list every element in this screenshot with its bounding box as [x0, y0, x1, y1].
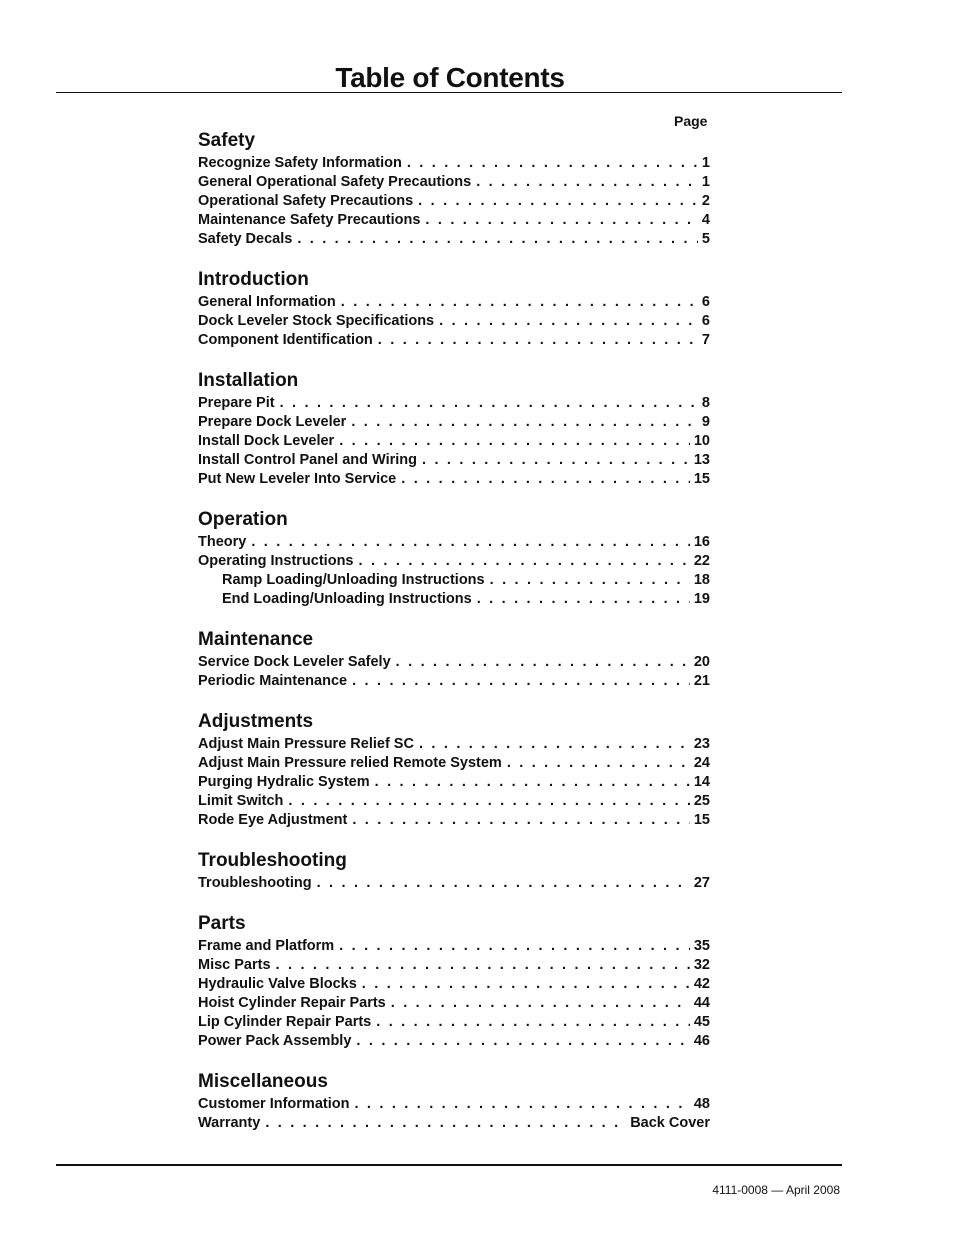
toc-entry-page: 42 [693, 976, 710, 992]
dot-leader [359, 552, 690, 571]
dot-leader [288, 792, 689, 811]
dot-leader [419, 735, 690, 754]
toc-entry[interactable] [198, 173, 710, 192]
toc-entry[interactable] [198, 331, 710, 350]
toc-entry-label: Purging Hydralic System [198, 774, 370, 790]
dot-leader [339, 937, 690, 956]
dot-leader [251, 533, 690, 552]
dot-leader [280, 394, 698, 413]
toc-entry-page: 22 [693, 553, 710, 569]
dot-leader [401, 470, 690, 489]
toc-entry[interactable] [198, 754, 710, 773]
toc-entry-page: 45 [693, 1014, 710, 1030]
dot-leader [351, 413, 698, 432]
footer-rule [56, 1164, 842, 1166]
toc-entry-page: 10 [693, 433, 710, 449]
dot-leader [354, 1095, 689, 1114]
toc-entry[interactable] [198, 653, 710, 672]
toc-entry-label: Warranty [198, 1115, 261, 1131]
toc-entry[interactable] [198, 211, 710, 230]
toc-entry-page: 4 [701, 212, 710, 228]
dot-leader [490, 571, 690, 590]
toc-entry-page: 35 [693, 938, 710, 954]
dot-leader [265, 1114, 626, 1133]
toc-entry-page: Back Cover [630, 1115, 710, 1131]
toc-entry[interactable] [198, 1032, 710, 1051]
toc-entry-label: Misc Parts [198, 957, 271, 973]
dot-leader [391, 994, 690, 1013]
toc-entry[interactable] [198, 811, 710, 830]
section-heading: Maintenance [198, 629, 314, 650]
toc-section [198, 368, 710, 489]
dot-leader [362, 975, 690, 994]
toc-entry-label: Dock Leveler Stock Specifications [198, 313, 435, 329]
toc-entry-page: 6 [701, 313, 710, 329]
toc-section [198, 507, 710, 609]
toc-entry-page: 9 [701, 414, 710, 430]
toc-entry-page: 18 [693, 572, 710, 588]
section-heading: Installation [198, 370, 299, 391]
dot-leader [375, 773, 690, 792]
section-heading: Introduction [198, 269, 309, 290]
toc-entry[interactable] [198, 533, 710, 552]
toc-entry-page: 14 [693, 774, 710, 790]
toc-entry-label: Install Control Panel and Wiring [198, 452, 417, 468]
toc-entry[interactable] [198, 773, 710, 792]
section-heading: Adjustments [198, 711, 314, 732]
toc-entry-page: 32 [693, 957, 710, 973]
dot-leader [378, 331, 698, 350]
toc-entry-label: Periodic Maintenance [198, 673, 348, 689]
toc-entry[interactable] [198, 192, 710, 211]
toc-entry-page: 15 [693, 812, 710, 828]
toc-entry-label: Customer Information [198, 1096, 350, 1112]
toc-section [198, 627, 710, 691]
toc-entry-page: 16 [693, 534, 710, 550]
page-column-label: Page [674, 113, 708, 129]
dot-leader [352, 811, 690, 830]
toc-entry-label: Lip Cylinder Repair Parts [198, 1014, 372, 1030]
toc-entry-label: Operational Safety Precautions [198, 193, 414, 209]
toc-entry-label: Prepare Dock Leveler [198, 414, 347, 430]
toc-entry-page: 19 [693, 591, 710, 607]
toc-entry[interactable] [198, 552, 710, 571]
toc-section [198, 911, 710, 1051]
toc-section [198, 848, 710, 893]
toc-entry-label: Power Pack Assembly [198, 1033, 352, 1049]
dot-leader [339, 432, 690, 451]
toc-entry[interactable] [198, 413, 710, 432]
dot-leader [477, 590, 690, 609]
toc-entry-label: Adjust Main Pressure Relief SC [198, 736, 414, 752]
toc-entry-page: 1 [701, 174, 710, 190]
section-heading: Troubleshooting [198, 850, 347, 871]
toc-entry-page: 48 [693, 1096, 710, 1112]
document-footer: 4111-0008 — April 2008 [712, 1183, 840, 1197]
toc-entry-page: 13 [693, 452, 710, 468]
section-heading: Operation [198, 509, 288, 530]
toc-entry[interactable] [198, 154, 710, 173]
dot-leader [276, 956, 690, 975]
toc-entry[interactable] [198, 1013, 710, 1032]
dot-leader [317, 874, 690, 893]
toc-entry[interactable] [198, 571, 710, 590]
toc-entry-page: 23 [693, 736, 710, 752]
title-rule [56, 92, 842, 93]
toc-entry-label: General Operational Safety Precautions [198, 174, 472, 190]
toc-entry-page: 44 [693, 995, 710, 1011]
toc-section [198, 128, 710, 249]
toc-entry-page: 1 [701, 155, 710, 171]
dot-leader [396, 653, 690, 672]
toc-entry[interactable] [198, 1114, 710, 1133]
toc-section [198, 267, 710, 350]
toc-entry-page: 24 [693, 755, 710, 771]
toc-entry-label: Service Dock Leveler Safely [198, 654, 391, 670]
toc-entry-label: Put New Leveler Into Service [198, 471, 397, 487]
section-heading: Safety [198, 130, 256, 151]
toc-entry-label: Limit Switch [198, 793, 284, 809]
toc-entry-label: Theory [198, 534, 247, 550]
toc-entry-page: 21 [693, 673, 710, 689]
toc-entry[interactable] [198, 937, 710, 956]
toc-entry[interactable] [198, 394, 710, 413]
toc-entry-label: Troubleshooting [198, 875, 312, 891]
toc-entry[interactable] [198, 432, 710, 451]
toc-entry-page: 7 [701, 332, 710, 348]
toc-entry-label: Ramp Loading/Unloading Instructions [222, 572, 485, 588]
dot-leader [418, 192, 698, 211]
dot-leader [352, 672, 690, 691]
dot-leader [407, 154, 698, 173]
toc-section [198, 709, 710, 830]
toc-section [198, 1069, 710, 1133]
toc-entry-label: Frame and Platform [198, 938, 335, 954]
toc-entry-label: Hydraulic Valve Blocks [198, 976, 357, 992]
toc-entry-page: 20 [693, 654, 710, 670]
section-heading: Parts [198, 913, 246, 934]
toc-entry[interactable] [198, 293, 710, 312]
dot-leader [376, 1013, 690, 1032]
toc-entry-label: Component Identification [198, 332, 373, 348]
dot-leader [356, 1032, 689, 1051]
toc-entry-label: End Loading/Unloading Instructions [222, 591, 472, 607]
toc-entry-page: 8 [701, 395, 710, 411]
toc-entry-label: Maintenance Safety Precautions [198, 212, 421, 228]
toc-entry-page: 5 [701, 231, 710, 247]
toc-entry-label: Prepare Pit [198, 395, 275, 411]
toc-entry[interactable] [198, 590, 710, 609]
dot-leader [507, 754, 690, 773]
toc-entry-label: Operating Instructions [198, 553, 354, 569]
toc-entry-label: Safety Decals [198, 231, 293, 247]
toc-entry[interactable] [198, 312, 710, 331]
toc-entry[interactable] [198, 735, 710, 754]
toc-entry[interactable] [198, 230, 710, 249]
toc-entry-page: 15 [693, 471, 710, 487]
toc-entry-page: 46 [693, 1033, 710, 1049]
page-title: Table of Contents [335, 62, 565, 93]
toc-entry-label: Hoist Cylinder Repair Parts [198, 995, 386, 1011]
dot-leader [341, 293, 698, 312]
dot-leader [297, 230, 698, 249]
dot-leader [439, 312, 698, 331]
toc-entry-label: Adjust Main Pressure relied Remote System [198, 755, 502, 771]
dot-leader [476, 173, 698, 192]
toc-entry-page: 27 [693, 875, 710, 891]
toc-entry-label: Recognize Safety Information [198, 155, 402, 171]
toc-entry-label: Rode Eye Adjustment [198, 812, 348, 828]
toc-entry[interactable] [198, 994, 710, 1013]
dot-leader [425, 211, 698, 230]
toc-entry[interactable] [198, 956, 710, 975]
toc-entry[interactable] [198, 470, 710, 489]
toc-entry-label: Install Dock Leveler [198, 433, 335, 449]
toc-entry-page: 25 [693, 793, 710, 809]
toc-entry[interactable] [198, 874, 710, 893]
toc-entry-page: 2 [701, 193, 710, 209]
toc-entry-page: 6 [701, 294, 710, 310]
toc-entry[interactable] [198, 975, 710, 994]
toc-entry[interactable] [198, 672, 710, 691]
section-heading: Miscellaneous [198, 1071, 328, 1092]
toc-entry[interactable] [198, 1095, 710, 1114]
toc-entry[interactable] [198, 792, 710, 811]
table-of-contents [198, 128, 710, 1151]
dot-leader [422, 451, 690, 470]
toc-entry[interactable] [198, 451, 710, 470]
toc-entry-label: General Information [198, 294, 336, 310]
